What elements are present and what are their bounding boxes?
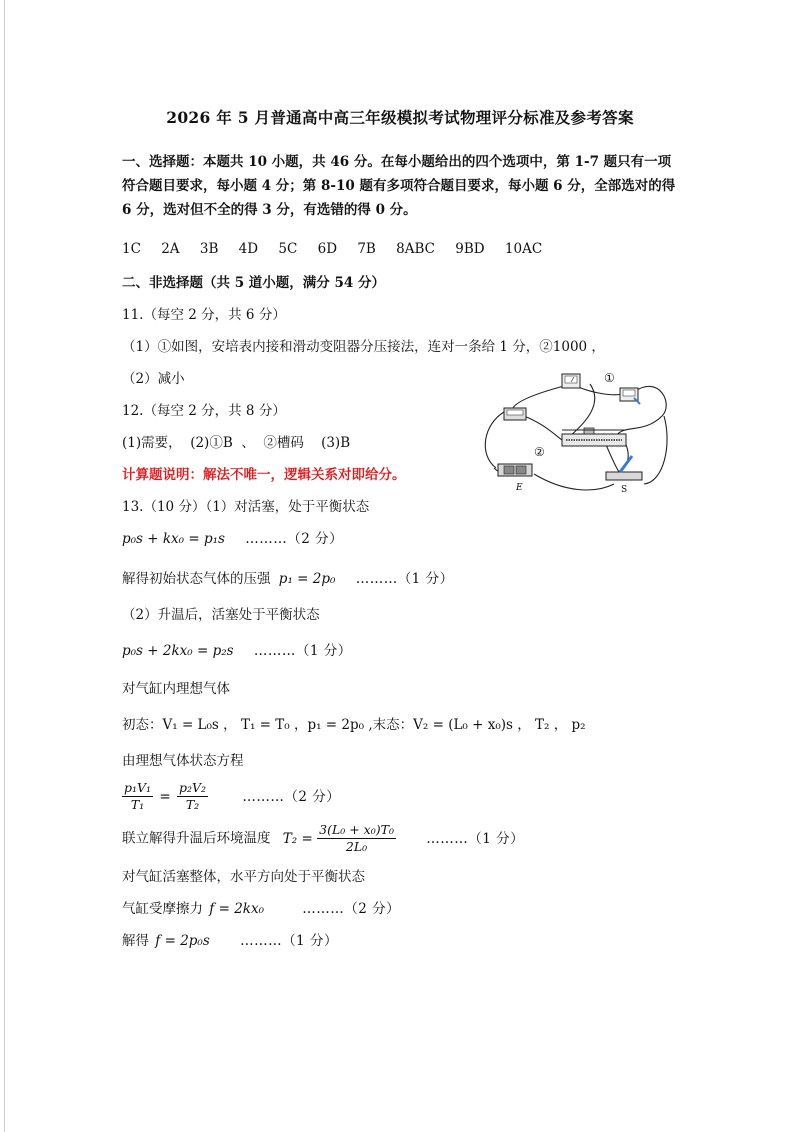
q13-line11-score: ………（2 分） [302,901,401,917]
q13-eq8-score: ………（2 分） [242,788,341,805]
q13-line12-text: 解得 [122,933,149,949]
q13-line2 [122,570,454,588]
grading-note: 计算题说明：解法不唯一，逻辑关系对即给分。 [122,467,406,483]
q11-heading: 11.（每空 2 分，共 6 分） [122,307,286,323]
answer-3: 3B [199,241,219,257]
fraction-left-denominator: T₁ [130,797,145,812]
page-left-edge [4,0,5,1132]
wire-ammeter-to-voltmeter [512,386,564,410]
answer-9: 9BD [455,241,485,257]
circuit-label-e: E [516,483,523,493]
answer-1: 1C [122,241,141,257]
q13-state-line: 初态：V₁ = L₀s ， T₁ = T₀ ，p₁ = 2p₀ ,末态：V₂ = (L₀ + x₀)s ， T₂ ， p₂ [122,717,586,733]
milliammeter-icon [620,388,640,404]
answer-6: 6D [317,241,338,257]
q13-line9-text: 联立解得升温后环境温度 [122,830,271,847]
section2-heading: 二、非选择题（共 5 道小题，满分 54 分） [122,275,385,291]
q13-line3: （2）升温后，活塞处于平衡状态 [122,607,320,623]
q12-heading: 12.（每空 2 分，共 8 分） [122,403,286,419]
circuit-label-2: ② [534,445,545,459]
answer-2: 2A [161,241,180,257]
circuit-diagram [474,364,674,502]
fraction-temperature-numerator: 3(L₀ + x₀)T₀ [319,822,394,837]
answer-5: 5C [278,241,298,257]
switch-icon [606,456,642,480]
q13-line11-formula: f = 2kx₀ [209,901,264,917]
q13-line9-score: ………（1 分） [426,830,525,847]
q13-line11 [122,900,400,918]
q13-eq3 [122,642,352,660]
page-title: 2026 年 5 月普通高中高三年级模拟考试物理评分标准及参考答案 [166,108,634,127]
ammeter-icon [562,374,580,388]
q13-line11-text: 气缸受摩擦力 [122,901,203,917]
rheostat-icon [562,428,626,446]
circuit-label-1: ① [604,371,615,385]
section1-instructions: 一、选择题：本题共 10 小题，共 46 分。在每小题给出的四个选项中，第 1-7 题只有一项符合题目要求，每小题 4 分；第 8-10 题有多项符合题目要求，每小题 6 分，全部选对的得 6 分，选对但不全的得 3 分，有选错的得 0 分。 [122,154,676,218]
fraction-left [122,780,153,813]
q13-temperature-line [122,822,524,862]
circuit-label-s: S [621,485,628,495]
answer-7: 7B [357,241,376,257]
mc-answers [122,240,558,258]
answer-8: 8ABC [396,241,435,257]
q13-line5: 对气缸内理想气体 [122,681,230,697]
q11-answer-2: （2）减小 [122,371,185,387]
fraction-temperature-denominator: 2L₀ [345,839,368,854]
q13-eq1-score: ………（2 分） [245,531,344,547]
q13-line2-text: 解得初始状态气体的压强 [122,571,271,587]
q13-line2-score: ………（1 分） [355,571,454,587]
fraction-temperature [317,822,396,855]
q13-eq1-formula: p₀s + kx₀ = p₁s [122,531,225,547]
answer-10: 10AC [504,241,543,257]
fraction-right-numerator: p₂V₂ [178,780,207,795]
q13-line9-lhs: T₂ = [282,830,313,847]
q13-eq3-score: ………（1 分） [253,643,352,659]
q13-line7: 由理想气体状态方程 [122,753,244,769]
q13-line12 [122,932,338,950]
equals-sign: = [159,788,171,805]
q13-line12-formula: f = 2p₀s [155,933,210,949]
fraction-right [177,780,208,813]
q11-answer-1: （1）①如图，安培表内接和滑动变阻器分压接法，连对一条给 1 分，②1000 ， [122,339,605,355]
q13-line2-formula: p₁ = 2p₀ [278,571,336,587]
q13-line12-score: ………（1 分） [240,933,338,949]
q13-eq1 [122,530,343,548]
q13-line10: 对气缸活塞整体，水平方向处于平衡状态 [122,869,365,885]
voltmeter-icon [504,408,526,420]
fraction-right-denominator: T₂ [185,797,200,812]
fraction-left-numerator: p₁V₁ [124,780,152,795]
battery-icon [498,464,532,476]
q13-heading: 13.（10 分）（1）对活塞，处于平衡状态 [122,499,370,515]
q13-state-equation [122,780,340,820]
answer-4: 4D [238,241,259,257]
q13-eq3-formula: p₀s + 2kx₀ = p₂s [122,643,234,659]
q12-answer: (1)需要， (2)①B 、 ②槽码 (3)B [122,435,351,451]
